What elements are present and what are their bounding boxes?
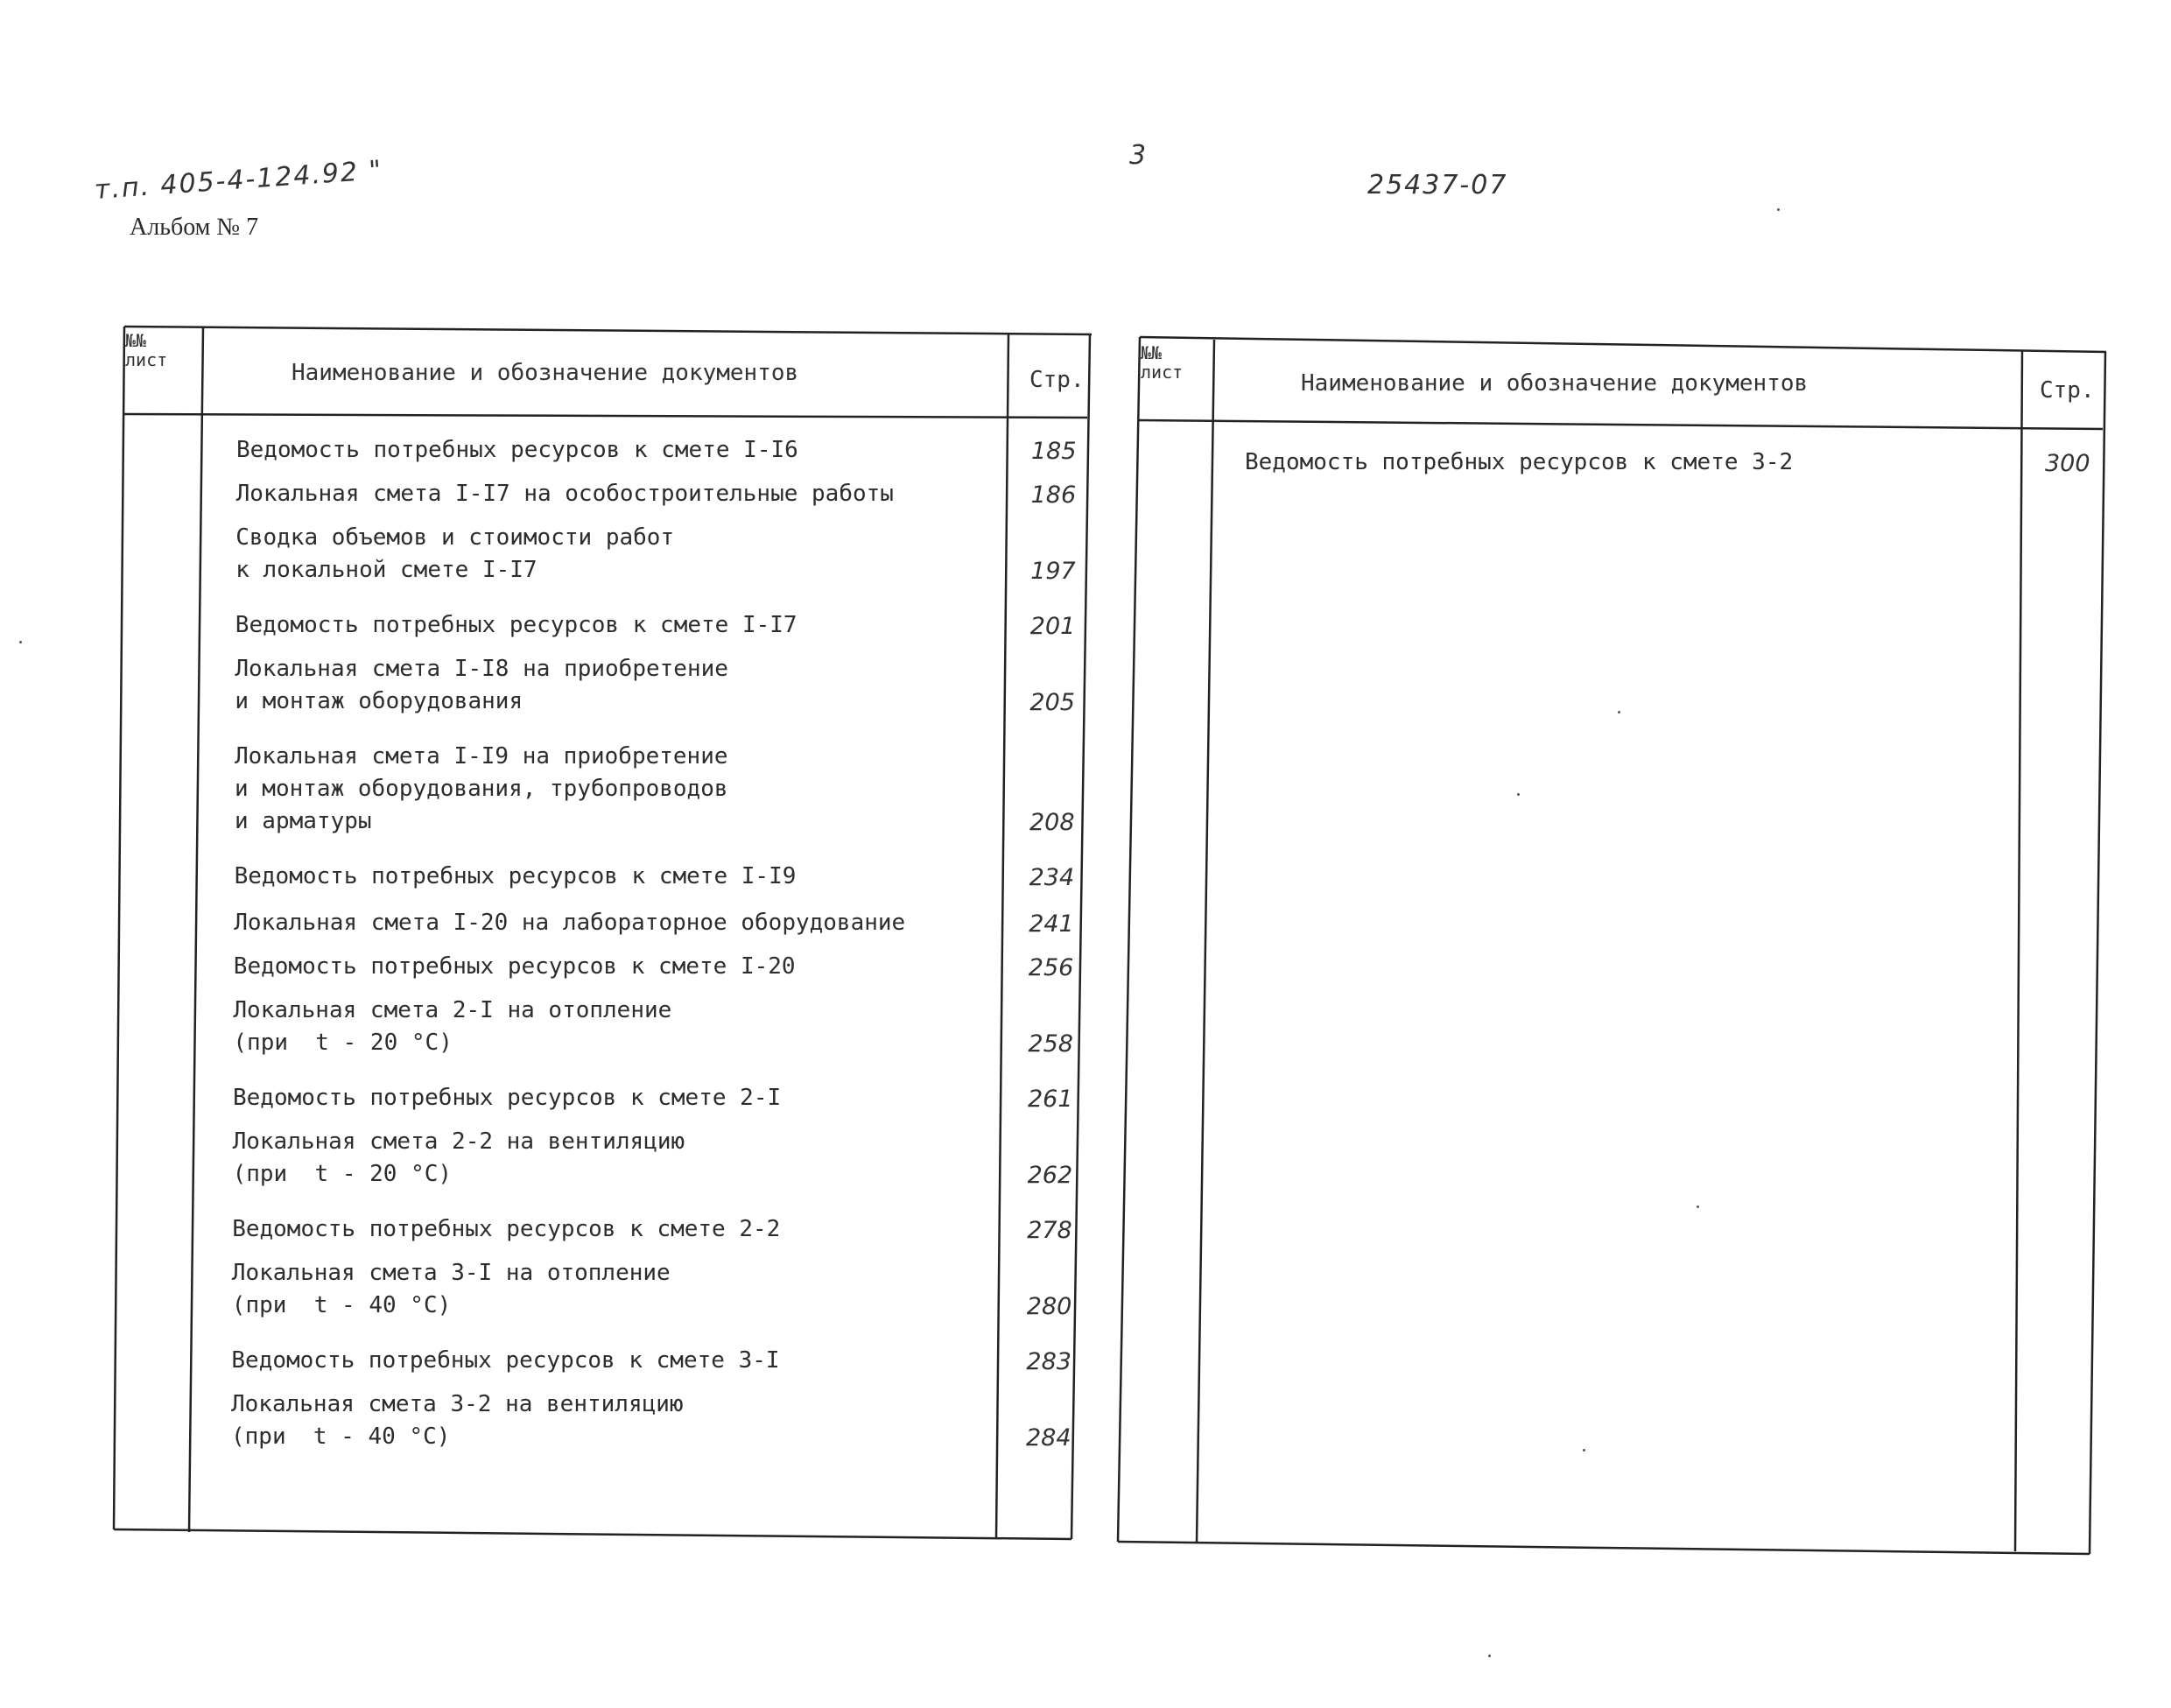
left-row-name: Ведомость потребных ресурсов к смете I-I7 xyxy=(235,612,797,638)
left-row-name: Локальная смета I-I8 на приобретение и монтаж оборудования xyxy=(235,656,728,714)
scan-speck xyxy=(1517,793,1520,796)
left-row-name: Ведомость потребных ресурсов к смете 3-I xyxy=(231,1347,780,1374)
left-row-name: Локальная смета 3-2 на вентиляцию (при t - 40 °C) xyxy=(231,1391,684,1450)
document-code: 25437-07 xyxy=(1367,170,1508,200)
left-row-page: 205 xyxy=(1029,689,1075,716)
scan-speck xyxy=(1488,1655,1491,1657)
tp-code-handwritten: т.п. 405-4-124.92 " xyxy=(93,155,384,206)
left-row-name: Локальная смета 3-I на отопление (при t - 40 °C) xyxy=(231,1260,671,1318)
left-row-name: Локальная смета I-I7 на особостроительные работы xyxy=(235,481,894,507)
left-row-page: 284 xyxy=(1026,1424,1071,1451)
scan-speck xyxy=(1777,208,1780,211)
scan-speck xyxy=(1618,711,1620,713)
left-row-name: Сводка объемов и стоимости работ к локальной смете I-I7 xyxy=(235,524,675,583)
page-number: 3 xyxy=(1129,140,1147,171)
left-row-name: Ведомость потребных ресурсов к смете I-I6 xyxy=(236,437,798,463)
album-label: Альбом № 7 xyxy=(130,214,259,241)
left-row-name: Ведомость потребных ресурсов к смете I-I9 xyxy=(234,863,797,889)
left-row-page: 262 xyxy=(1027,1162,1073,1189)
left-row-page: 258 xyxy=(1028,1030,1073,1058)
left-row-page: 208 xyxy=(1029,809,1075,836)
left-row-name: Ведомость потребных ресурсов к смете 2-2 xyxy=(232,1216,781,1242)
left-row-page: 201 xyxy=(1029,613,1076,640)
left-row-page: 261 xyxy=(1028,1086,1073,1113)
right-col-name-header: Наименование и обозначение документов xyxy=(1301,370,1809,397)
left-col-sheet-header: №№ лист xyxy=(125,330,168,370)
right-row-name: Ведомость потребных ресурсов к смете 3-2 xyxy=(1245,449,1794,475)
right-col-page-header: Стр. xyxy=(2040,377,2095,404)
left-row-page: 186 xyxy=(1030,481,1077,509)
right-col-sheet-header: №№ лист xyxy=(1141,342,1184,383)
left-row-name: Локальная смета I-I9 на приобретение и монтаж оборудования, трубопроводов и арматуры xyxy=(235,743,728,834)
left-row-page: 197 xyxy=(1030,558,1076,585)
left-row-name: Локальная смета 2-2 на вентиляцию (при t - 20 °C) xyxy=(232,1128,685,1187)
left-row-name: Локальная смета I-20 на лабораторное оборудование xyxy=(234,910,906,936)
left-col-page-header: Стр. xyxy=(1029,367,1085,393)
left-row-name: Ведомость потребных ресурсов к смете I-20 xyxy=(233,953,796,980)
scan-speck xyxy=(1697,1205,1699,1208)
left-row-name: Локальная смета 2-I на отопление (при t - 20 °C) xyxy=(233,997,672,1056)
left-row-page: 278 xyxy=(1027,1217,1072,1244)
left-col-name-header: Наименование и обозначение документов xyxy=(292,360,799,386)
left-row-page: 280 xyxy=(1026,1293,1072,1320)
scan-speck xyxy=(1583,1449,1585,1451)
right-row-page: 300 xyxy=(2045,450,2090,477)
left-row-page: 234 xyxy=(1029,864,1075,891)
left-row-page: 256 xyxy=(1028,954,1074,981)
left-row-page: 185 xyxy=(1031,438,1077,465)
left-row-page: 241 xyxy=(1029,910,1074,938)
left-row-name: Ведомость потребных ресурсов к смете 2-I xyxy=(233,1085,782,1111)
scan-speck xyxy=(19,641,22,643)
left-row-page: 283 xyxy=(1026,1348,1071,1375)
